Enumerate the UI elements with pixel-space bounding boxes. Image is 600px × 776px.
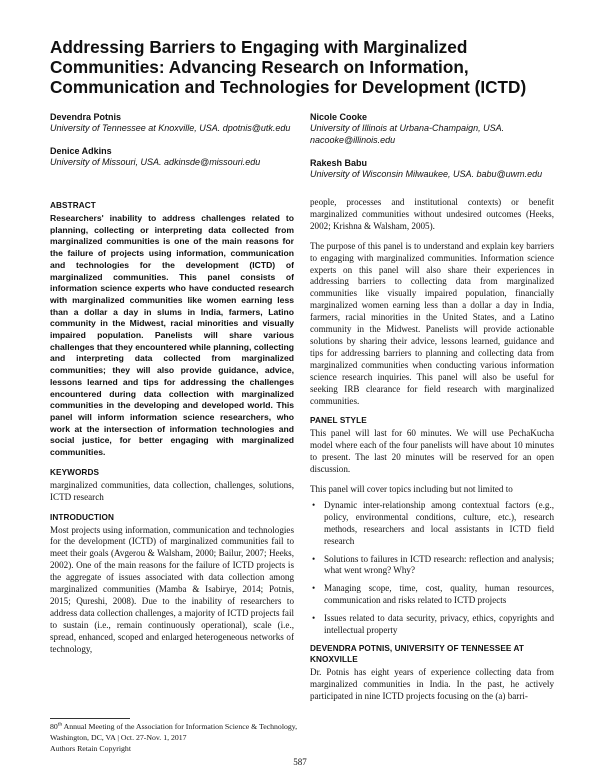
list-item: • Issues related to data security, privacy, ethics, copyrights and intellectual property <box>312 613 554 636</box>
list-item: • Solutions to failures in ICTD research: reflection and analysis; what went wrong? Why? <box>312 553 554 576</box>
bullet-icon: • <box>312 613 316 624</box>
footnote-divider <box>50 718 130 719</box>
introduction-text: Most projects using information, communication and technologies for the development (ICTD) of marginalized communities fail to meet their goals (Avgerou & Walsham, 2000; Bailur, 2007; Heeks, 2002). One of the main reasons for the failure of ICTD projects is the aggregate of issues associated with data collection among marginalized communities (Mamba & Isabirye, 2014; Potnis, 2015; Qureshi, 2008). Due to the inability of researchers to address data collection challenges, a majority of ICTD projects fail to sustain (i.e., remain continuously operational), scale (i.e., spread, enhanced, scoped and enlarged heterogeneous networks of technology, <box>50 524 294 654</box>
author-affiliation: University of Illinois at Urbana-Champaign, USA. nacooke@illinois.edu <box>310 123 505 145</box>
author-block <box>310 158 542 181</box>
purpose-paragraph: The purpose of this panel is to understand and explain key barriers to engaging with marginalized communities. Information science experts on this panel will also share their experiences in addressing barriers to collecting data from marginalized communities like visually impaired population, financially marginalized women earning less than a dollar a day in India, farmers, racial minorities in the United States, and a Latino community in the Midwest. Panelists will provide actionable solutions by sharing their advice, lessons learned, guidance and tips for addressing barriers to planning and collecting data from marginalized communities when conducting various information science research inquiries. This panel will also be useful for seeking IRB clearance for field research with marginalized communities. <box>310 240 554 406</box>
paper-title: Addressing Barriers to Engaging with Marginalized Communities: Advancing Research on Information, Communication and Technologies for Development (ICTD) <box>50 37 527 97</box>
right-column <box>310 197 554 703</box>
author-name: Nicole Cooke <box>310 112 368 122</box>
author-affiliation: University of Wisconsin Milwaukee, USA. babu@uwm.edu <box>310 169 543 180</box>
author-name: Denice Adkins <box>50 146 112 156</box>
author-affiliation: University of Missouri, USA. adkinsde@missouri.edu <box>50 157 261 168</box>
keywords-text: marginalized communities, data collection, challenges, solutions, ICTD research <box>50 479 294 502</box>
author-name: Rakesh Babu <box>310 158 368 168</box>
introduction-continued: people, processes and institutional contexts) or benefit marginalized communities without undesired outcomes (Heeks, 2002; Krishna & Walsham, 2005). <box>310 197 554 231</box>
panel-style-heading: PANEL STYLE <box>310 416 367 426</box>
bullet-icon: • <box>312 499 316 510</box>
author-block <box>310 112 540 146</box>
author-name: Devendra Potnis <box>50 112 122 122</box>
bullet-icon: • <box>312 583 316 594</box>
left-column <box>50 200 294 656</box>
list-item: • Dynamic inter-relationship among contextual factors (e.g., policy, environmental conditions, culture, etc.), research methods, researchers and local assistants in ICTD field research <box>312 499 554 546</box>
copyright-notice: Authors Retain Copyright <box>50 744 131 753</box>
potnis-heading: DEVENDRA POTNIS, UNIVERSITY OF TENNESSEE AT KNOXVILLE <box>310 644 525 664</box>
abstract-heading: ABSTRACT <box>50 201 96 210</box>
list-item: • Managing scope, time, cost, quality, human resources, communication and risks related to ICTD projects <box>312 583 554 606</box>
panel-style-text: This panel will last for 60 minutes. We will use PechaKucha model where each of the four panelists will have about 10 minutes to present. The last 20 minutes will be reserved for an open discussion. <box>310 428 554 475</box>
keywords-heading: KEYWORDS <box>50 467 100 477</box>
abstract-text: Researchers' inability to address challenges related to planning, collecting or interpreting data collected from marginalized communities is one of the main reasons for the failure of projects using information, communication and technologies for the development (ICTD) of marginalized communities. This panel consists of information science experts who have conducted research with marginalized communities like women earning less than a dollar a day in slums in India, farmers, Latino community in the Midwest, racial minorities and visually impaired population. Panelists will share various challenges that they encountered while planning, collecting and interpreting data collected from marginalized communities; they will also provide guidance, advice, lessons learned and tips for addressing the challenges encountered during data collection with marginalized communities in the developing and developed world. This panel will inform information science researchers, who work at the intersection of information technologies and social justice, for better engaging with marginalized communities. <box>50 213 294 458</box>
potnis-text: Dr. Potnis has eight years of experience collecting data from marginalized communities in India. In the past, he actively participated in nine ICTD projects focusing on the (a) barri- <box>310 667 554 701</box>
author-block <box>50 112 290 135</box>
topics-list <box>310 500 554 637</box>
author-block <box>50 146 260 169</box>
conference-footnote: 80th Annual Meeting of the Association for Information Science & Technology, Washington, DC, VA | Oct. 27-Nov. 1, 2017 <box>50 721 298 742</box>
bullet-icon: • <box>312 553 316 564</box>
introduction-heading: INTRODUCTION <box>50 512 114 522</box>
author-affiliation: University of Tennessee at Knoxville, USA. dpotnis@utk.edu <box>50 123 291 134</box>
topics-intro: This panel will cover topics including but not limited to <box>310 484 513 495</box>
page-number: 587 <box>293 757 307 767</box>
